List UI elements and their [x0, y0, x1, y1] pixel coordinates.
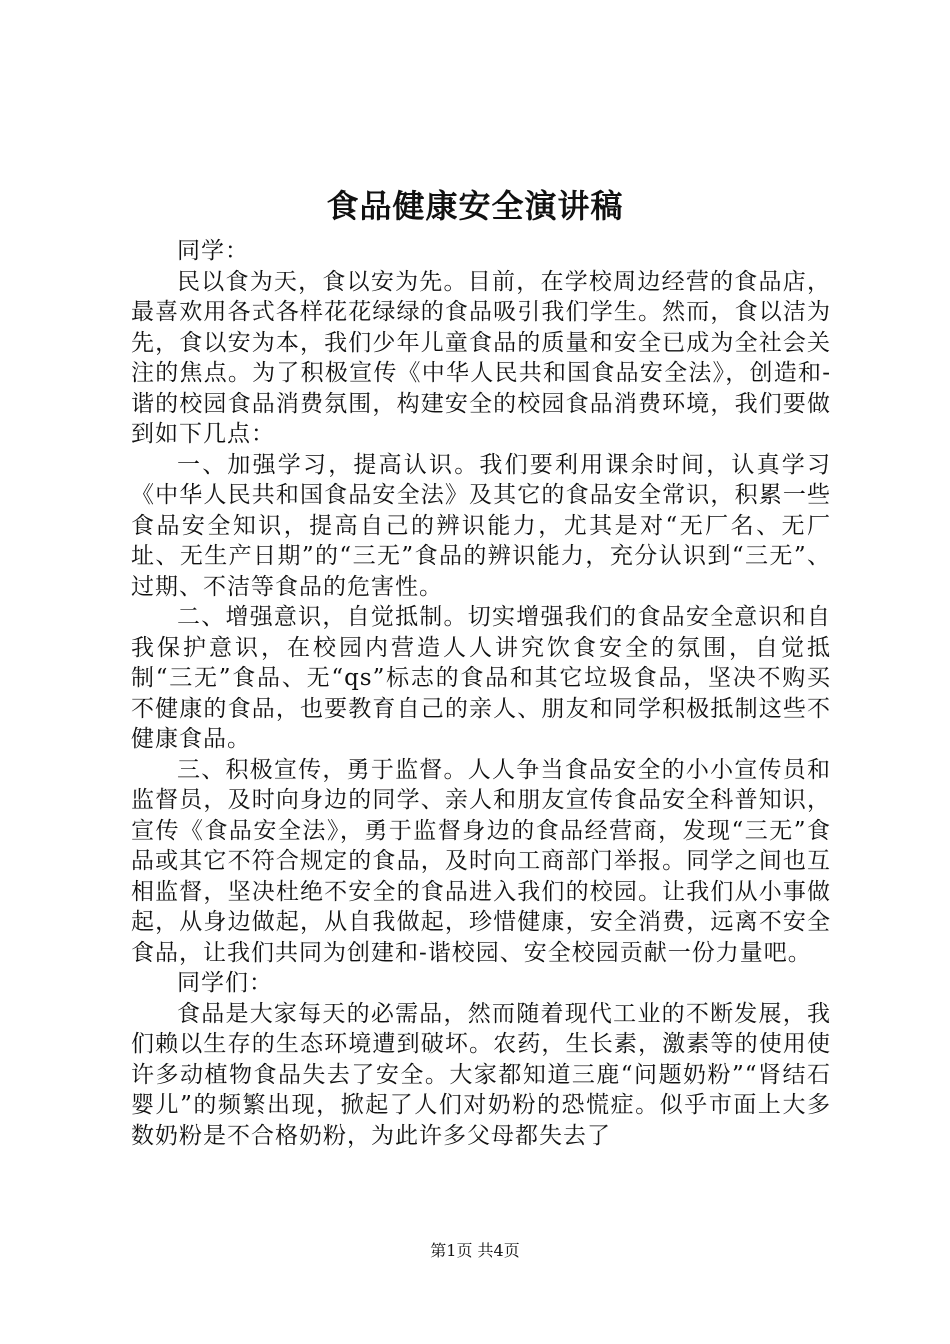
document-title: 食品健康安全演讲稿: [326, 187, 624, 225]
page-number-footer: 第1页 共4页: [430, 1241, 520, 1260]
salutation: 同学：: [177, 238, 249, 264]
body-paragraph: 二、增强意识，自觉抵制。切实增强我们的食品安全意识和自我保护意识，在校园内营造人人讲究饮食安全的氛围，自觉抵制“三无”食品、无“qs”标志的食品和其它垃圾食品，坚决不购买不健康的食品，也要教育自己的亲人、朋友和同学积极抵制这些不健康食品。: [131, 604, 831, 752]
document-body: [131, 236, 831, 1151]
salutation: 同学们：: [177, 970, 273, 996]
body-paragraph: 食品是大家每天的必需品，然而随着现代工业的不断发展，我们赖以生存的生态环境遭到破坏。农药，生长素，激素等的使用使许多动植物食品失去了安全。大家都知道三鹿“问题奶粉”“肾结石婴儿”的频繁出现，掀起了人们对奶粉的恐慌症。似乎市面上大多数奶粉是不合格奶粉，为此许多父母都失去了: [131, 1000, 831, 1149]
body-paragraph: 三、积极宣传，勇于监督。人人争当食品安全的小小宣传员和监督员，及时向身边的同学、亲人和朋友宣传食品安全科普知识，宣传《食品安全法》，勇于监督身边的食品经营商，发现“三无”食品或其它不符合规定的食品，及时向工商部门举报。同学之间也互相监督，坚决杜绝不安全的食品进入我们的校园。让我们从小事做起，从身边做起，从自我做起，珍惜健康，安全消费，远离不安全食品，让我们共同为创建和-谐校园、安全校园贡献一份力量吧。: [131, 756, 831, 966]
body-paragraph: 一、加强学习，提高认识。我们要利用课余时间，认真学习《中华人民共和国食品安全法》及其它的食品安全常识，积累一些食品安全知识，提高自己的辨识能力，尤其是对“无厂名、无厂址、无生产日期”的“三无”食品的辨识能力，充分认识到“三无”、过期、不洁等食品的危害性。: [131, 451, 831, 600]
body-paragraph: 民以食为天，食以安为先。目前，在学校周边经营的食品店，最喜欢用各式各样花花绿绿的食品吸引我们学生。然而，食以洁为先，食以安为本，我们少年儿童食品的质量和安全已成为全社会关注的焦点。为了积极宣传《中华人民共和国食品安全法》，创造和-谐的校园食品消费氛围，构建安全的校园食品消费环境，我们要做到如下几点：: [131, 268, 831, 447]
